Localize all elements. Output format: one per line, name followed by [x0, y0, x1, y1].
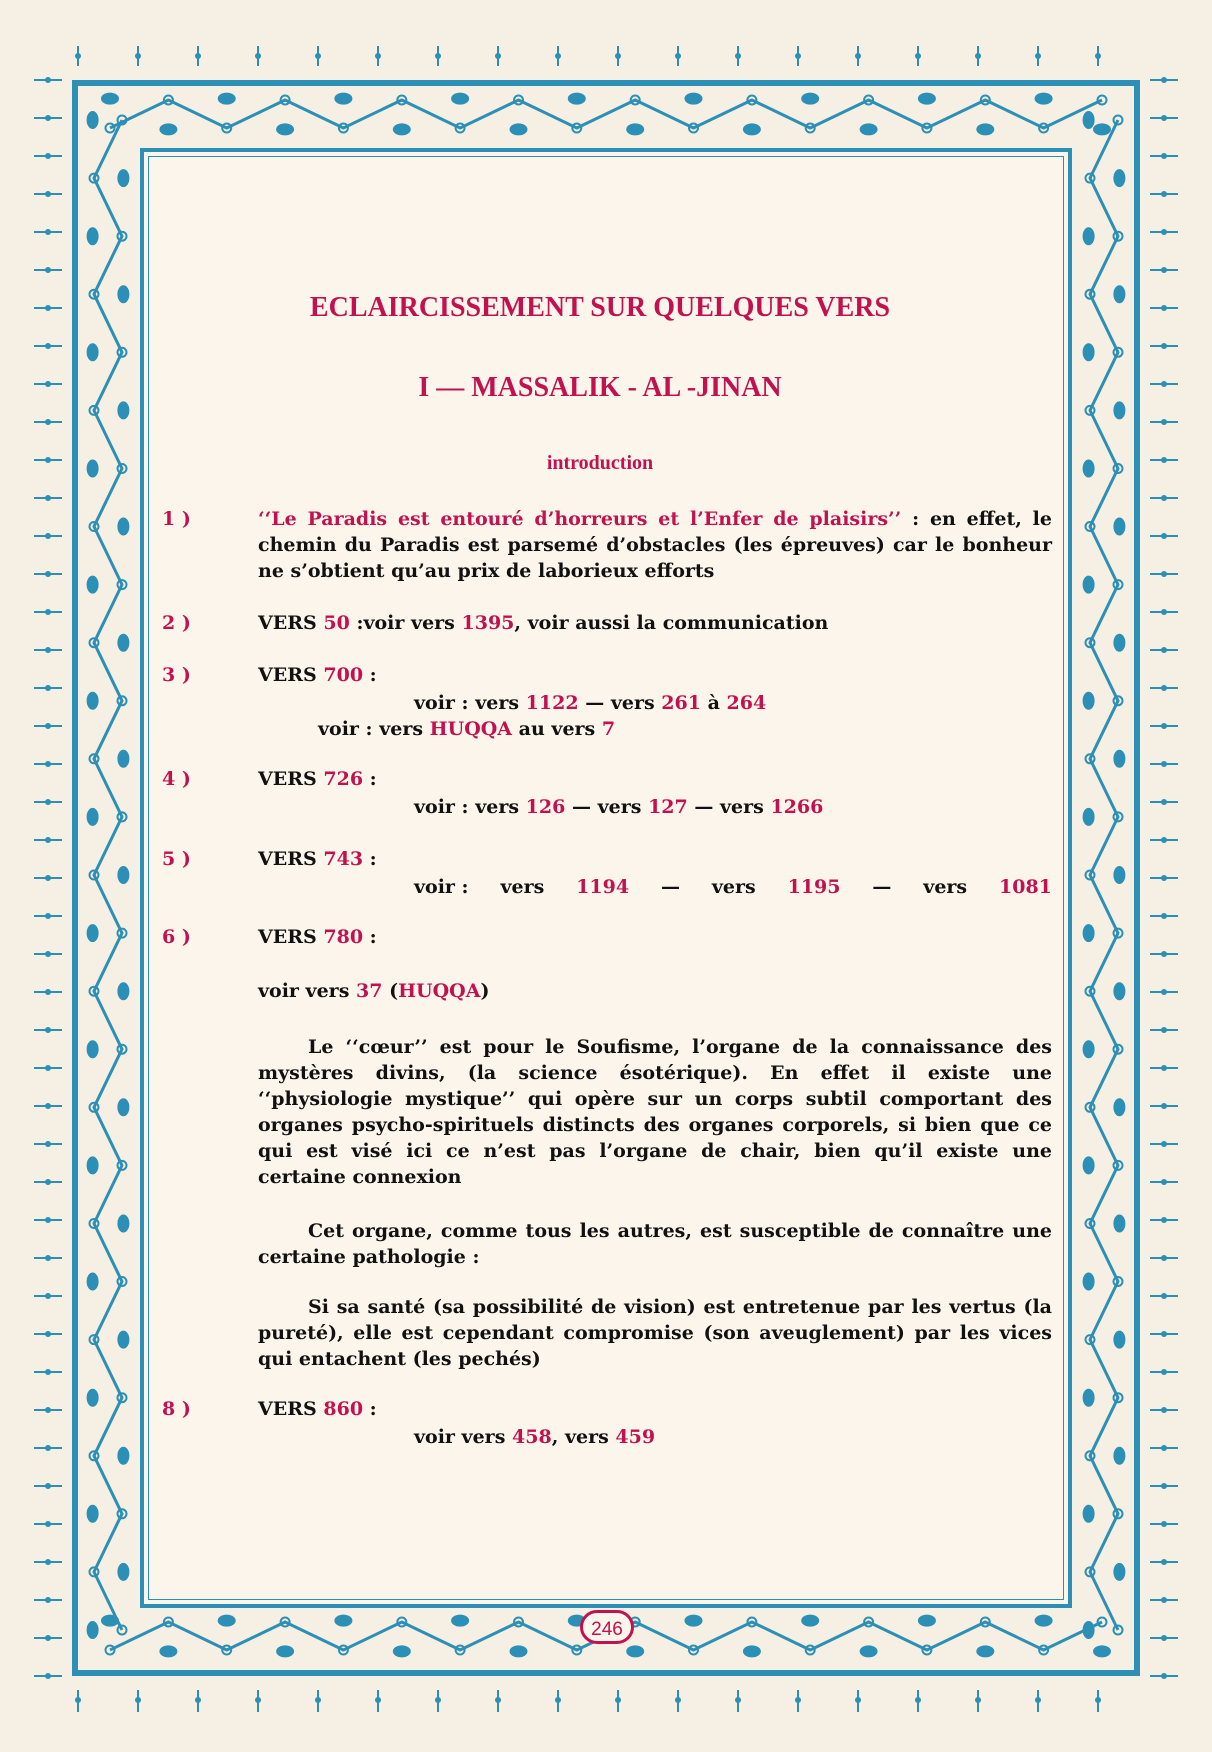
verse-ref: 126	[525, 796, 566, 818]
page-title: ECLAIRCISSEMENT SUR QUELQUES VERS	[309, 292, 891, 323]
item-1-explanation: : en effet, le chemin du Paradis est parsemé d’obstacles (les épreuves) car le bonheur ne s’obtient qu’au prix de laborieux efforts	[258, 508, 1052, 582]
item-6-ref: voir vers 37 (HUQQA)	[258, 980, 490, 1002]
item-4-heading: VERS 726 :	[258, 768, 377, 790]
section-title: I — MASSALIK - AL -JINAN	[418, 372, 782, 403]
verse-ref: 458	[512, 1426, 552, 1448]
paragraph-2: Cet organe, comme tous les autres, est susceptible de connaître une certaine pathologie :	[258, 1220, 1052, 1268]
vers: vers	[475, 692, 520, 714]
dash: —	[694, 796, 714, 818]
dash: —	[660, 876, 680, 898]
vers: vers	[475, 796, 520, 818]
dash: —	[872, 876, 892, 898]
au-vers: au vers	[518, 718, 596, 740]
vers-label: VERS	[258, 1398, 317, 1420]
item-number-4: 4 )	[162, 768, 191, 790]
item-number-3: 3 )	[162, 664, 191, 686]
vers-label: VERS	[258, 848, 317, 870]
item-number-6: 6 )	[162, 926, 191, 948]
item-number-8: 8 )	[162, 1398, 191, 1420]
dash: —	[571, 796, 591, 818]
verse-ref: 1194	[576, 876, 630, 898]
vers: vers	[564, 1426, 609, 1448]
item-number-1: 1 )	[162, 508, 191, 530]
vers: vers	[923, 876, 968, 898]
page-number: 246	[580, 1610, 634, 1644]
item-2-text: VERS 50 :voir vers 1395, voir aussi la communication	[258, 612, 829, 634]
verse-ref: 459	[615, 1426, 656, 1448]
verse-ref: 1395	[461, 612, 515, 634]
a-char: à	[707, 692, 720, 714]
quote-text: ‘‘Le Paradis est entouré d’horreurs et l’Enfer de plaisirs’’	[258, 508, 902, 530]
vers-label: VERS	[258, 768, 317, 790]
item-number-5: 5 )	[162, 848, 191, 870]
dash: —	[585, 692, 605, 714]
verse-ref: 700	[323, 664, 364, 686]
voir: voir :	[414, 692, 469, 714]
vers: vers	[379, 718, 424, 740]
voir: voir :	[414, 796, 469, 818]
verse-ref: 261	[661, 692, 701, 714]
vers: vers	[500, 876, 545, 898]
vers: vers	[597, 796, 642, 818]
verse-ref: 780	[323, 926, 364, 948]
verse-ref: 127	[648, 796, 688, 818]
item-5-heading: VERS 743 :	[258, 848, 377, 870]
voir-vers: voir vers	[414, 1426, 506, 1448]
item-5-refs	[414, 874, 1052, 900]
voir-vers: voir vers	[258, 980, 350, 1002]
verse-ref: 7	[601, 718, 616, 740]
item-3-refs-2	[318, 716, 615, 742]
introduction-label: introduction	[546, 452, 654, 474]
vers: vers	[610, 692, 655, 714]
verse-ref: 1266	[770, 796, 824, 818]
item-8-refs: voir vers 458, vers 459	[414, 1426, 656, 1448]
item-4-refs	[414, 794, 823, 820]
voir: voir :	[414, 876, 469, 898]
verse-ref: 726	[323, 768, 364, 790]
vers: vers	[711, 876, 756, 898]
voir: voir :	[318, 718, 373, 740]
vers-label: VERS	[258, 926, 317, 948]
verse-ref: 860	[323, 1398, 364, 1420]
verse-ref: 1122	[525, 692, 579, 714]
vers-label: VERS	[258, 664, 317, 686]
item-3-heading: VERS 700 :	[258, 664, 377, 686]
item-6-heading: VERS 780 :	[258, 926, 377, 948]
item-number-2: 2 )	[162, 612, 191, 634]
verse-ref: 264	[726, 692, 767, 714]
verse-ref: 50	[323, 612, 350, 634]
verse-ref: 37	[356, 980, 383, 1002]
item-3-refs	[414, 690, 766, 716]
huqqa-ref: HUQQA	[398, 980, 481, 1002]
verse-ref: 743	[323, 848, 364, 870]
vers: vers	[719, 796, 764, 818]
huqqa-ref: HUQQA	[429, 718, 513, 740]
paragraph-1: Le ‘‘cœur’’ est pour le Soufisme, l’organe de la connaissance des mystères divins, (la science ésotérique). En effet il existe une ‘‘physiologie mystique’’ qui opère sur un corps subtil comportant des organes psycho-spirituels distincts des organes corporels, si bien que ce qui est visé ici ce n’est pas l’organe de chair, bien qu’il existe une certaine connexion	[258, 1036, 1052, 1188]
voir-vers: voir vers	[363, 612, 455, 634]
paragraph-3: Si sa santé (sa possibilité de vision) est entretenue par les vertus (la pureté), elle est cependant compromise (son aveuglement) par les vices qui entachent (les pechés)	[258, 1296, 1052, 1370]
item-1-text	[258, 506, 1052, 584]
vers-label: VERS	[258, 612, 317, 634]
verse-ref: 1195	[787, 876, 841, 898]
item-8-heading: VERS 860 :	[258, 1398, 377, 1420]
verse-ref: 1081	[999, 876, 1052, 898]
voir-aussi: voir aussi la communication	[527, 612, 829, 634]
